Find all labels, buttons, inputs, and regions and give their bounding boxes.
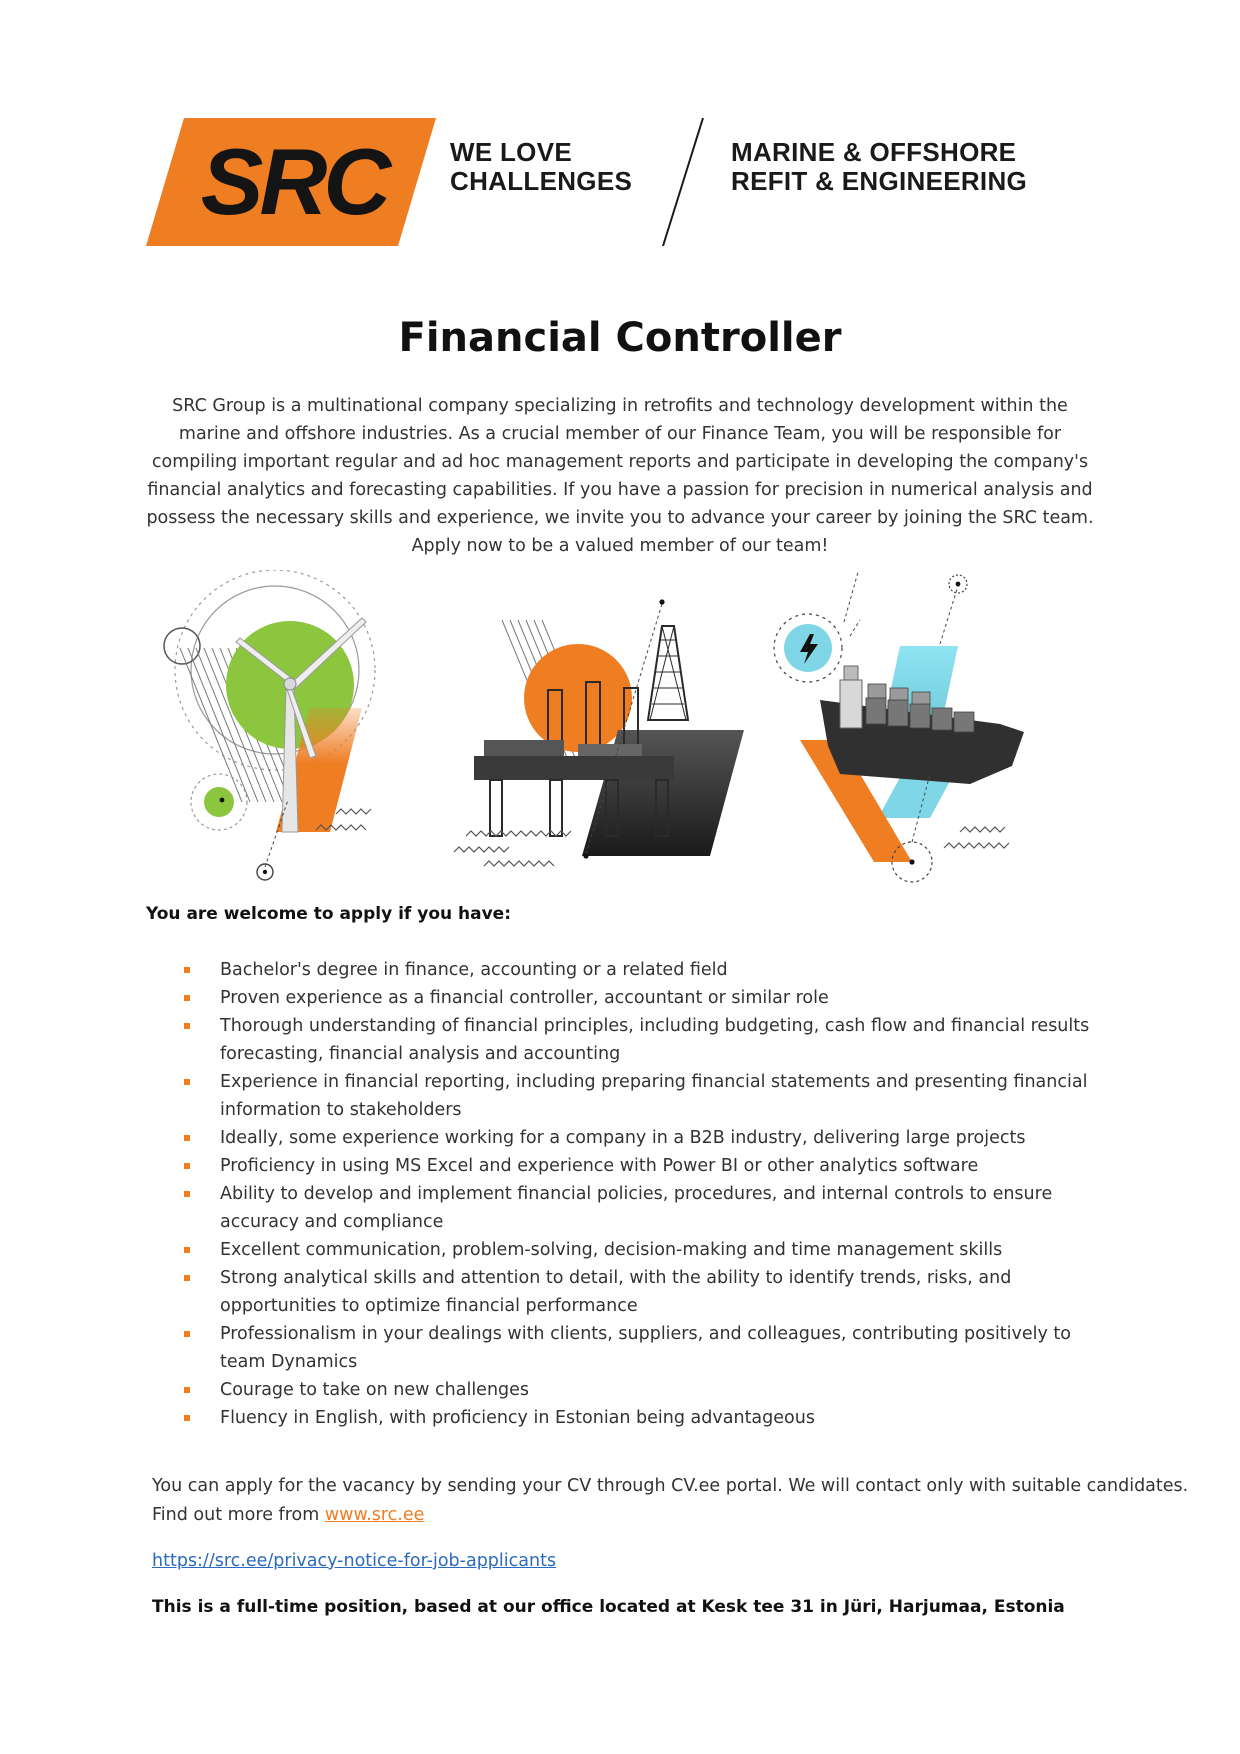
bullet-icon [184,1191,190,1197]
requirement-text: Ability to develop and implement financial policies, procedures, and internal controls to ensure accuracy and compliance [220,1184,1053,1232]
requirement-item [180,1264,1110,1320]
requirement-text: Experience in financial reporting, including preparing financial statements and presenting financial information to stakeholders [220,1072,1088,1120]
intro-text [140,392,1100,560]
bullet-icon [184,1247,190,1253]
intro-paragraph: SRC Group is a multinational company specializing in retrofits and technology development within the marine and offshore industries. As a crucial member of our Finance Team, you will be responsible for compiling important regular and ad hoc management reports and participate in developing the company's financial analytics and forecasting capabilities. If you have a passion for precision in numerical analysis and possess the necessary skills and experience, we invite you to advance your career by joining the SRC team. [146,396,1094,528]
privacy-notice-link[interactable]: https://src.ee/privacy-notice-for-job-applicants [152,1551,557,1571]
find-out-more-text: Find out more from [152,1505,325,1525]
application-info [152,1472,1189,1530]
requirements-list [180,956,1110,1432]
requirement-item [180,1180,1110,1236]
division-line-1: MARINE & OFFSHORE [731,137,1017,167]
src-logo [146,118,436,246]
page-title: Financial Controller [398,315,842,361]
brand-tagline [450,138,632,196]
wind-turbine-illustration [164,570,375,880]
svg-text:SRC: SRC [200,129,388,234]
requirement-item [180,1068,1110,1124]
requirement-text: Excellent communication, problem-solving, decision-making and time management skills [220,1240,1003,1260]
bullet-icon [184,967,190,973]
tagline-line-2: CHALLENGES [450,166,633,196]
offshore-rig-illustration [454,599,744,866]
tagline-line-1: WE LOVE [450,137,572,167]
requirement-text: Ideally, some experience working for a company in a B2B industry, delivering large projects [220,1128,1026,1148]
application-line-1: You can apply for the vacancy by sending your CV through CV.ee portal. We will contact only with suitable candidates. [152,1476,1189,1496]
website-link[interactable]: www.src.ee [324,1505,425,1525]
header-divider [655,116,711,248]
requirement-item [180,1012,1110,1068]
requirement-text: Fluency in English, with proficiency in Estonian being advantageous [220,1408,815,1428]
requirement-item [180,1320,1110,1376]
requirement-text: Strong analytical skills and attention to detail, with the ability to identify trends, risks, and opportunities to optimize financial performance [220,1268,1012,1316]
requirement-text: Thorough understanding of financial principles, including budgeting, cash flow and financial results forecasting, financial analysis and accounting [220,1016,1090,1064]
requirement-item [180,1404,1110,1432]
requirement-text: Courage to take on new challenges [220,1380,530,1400]
requirement-text: Professionalism in your dealings with clients, suppliers, and colleagues, contributing positively to team Dynamics [220,1324,1071,1372]
requirement-item [180,956,1110,984]
requirement-item [180,1376,1110,1404]
intro-call-to-action: Apply now to be a valued member of our team! [411,536,829,556]
requirement-item [180,984,1110,1012]
requirement-text: Bachelor's degree in finance, accounting or a related field [220,960,728,980]
bullet-icon [184,1163,190,1169]
bullet-icon [184,1275,190,1281]
cargo-ship-illustration [774,570,1024,882]
position-location: This is a full-time position, based at our office located at Kesk tee 31 in Jüri, Harjumaa, Estonia [152,1597,1065,1617]
requirement-item [180,1236,1110,1264]
bullet-icon [184,1135,190,1141]
requirement-text: Proven experience as a financial controller, accountant or similar role [220,988,829,1008]
illustration-strip [140,570,1100,900]
requirement-text: Proficiency in using MS Excel and experience with Power BI or other analytics software [220,1156,979,1176]
bullet-icon [184,995,190,1001]
brand-division [731,138,1027,196]
division-line-2: REFIT & ENGINEERING [731,166,1028,196]
bullet-icon [184,1079,190,1085]
bullet-icon [184,1415,190,1421]
requirement-item [180,1152,1110,1180]
requirements-heading: You are welcome to apply if you have: [146,904,512,924]
bullet-icon [184,1331,190,1337]
bullet-icon [184,1387,190,1393]
application-line-2 [152,1501,1112,1530]
requirement-item [180,1124,1110,1152]
bullet-icon [184,1023,190,1029]
